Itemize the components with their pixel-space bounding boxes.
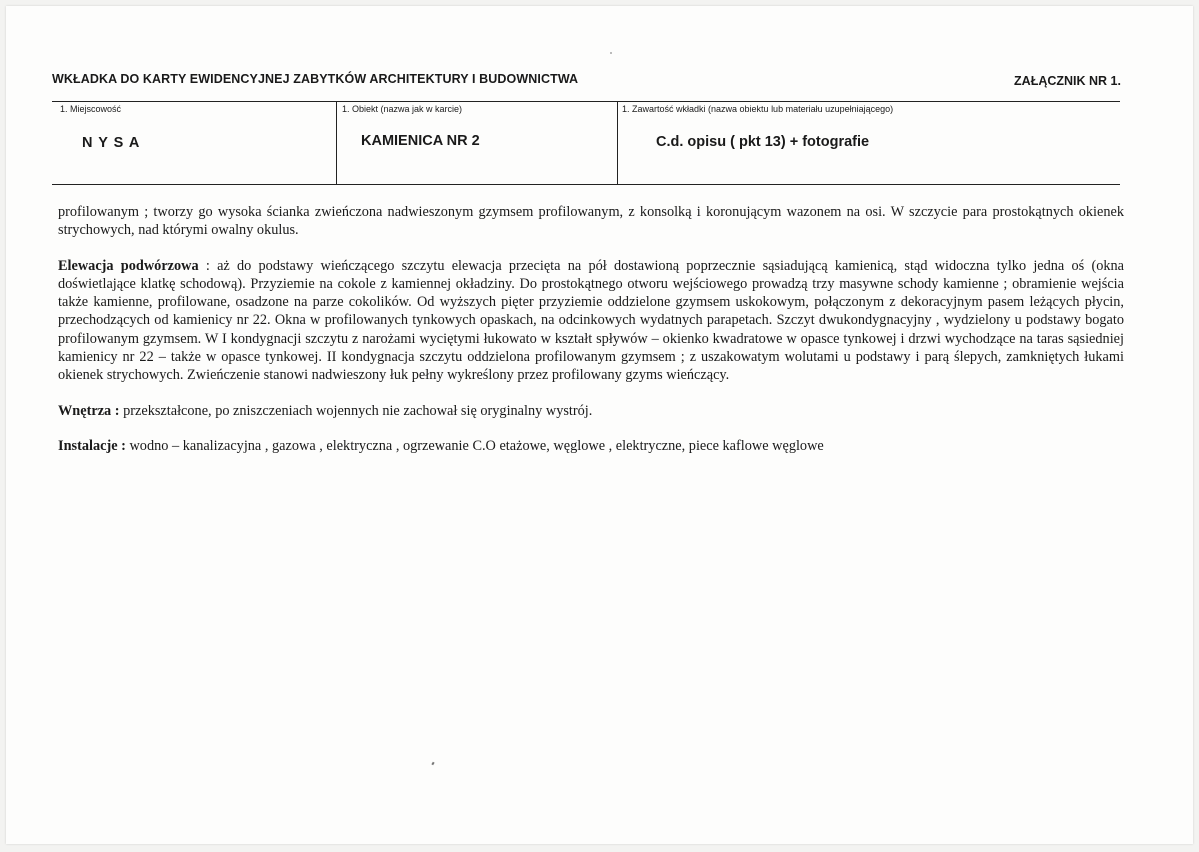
field-value-object: KAMIENICA NR 2	[361, 133, 480, 149]
scan-speck	[610, 52, 612, 54]
annex-number: ZAŁĄCZNIK NR 1.	[1014, 74, 1121, 88]
field-label-object: 1. Obiekt (nazwa jak w karcie)	[342, 104, 463, 114]
document-title: WKŁADKA DO KARTY EWIDENCYJNEJ ZABYTKÓW ARCHITEKTURY I BUDOWNICTWA	[52, 72, 579, 86]
paragraph-courtyard-elevation	[58, 257, 1124, 385]
paragraph-interiors	[58, 402, 1124, 420]
installations-heading: Instalacje :	[58, 437, 126, 454]
interiors-heading: Wnętrza :	[58, 402, 120, 419]
description-body	[58, 203, 1124, 472]
interiors-text: przekształcone, po zniszczeniach wojennych nie zachował się oryginalny wystrój.	[119, 402, 593, 419]
courtyard-elevation-text: : aż do podstawy wieńczącego szczytu elewacja przecięta na pół dostawioną poprzecznie sąsiadującą kamienicą, stąd widoczna tylko jedna oś (okna doświetlające klatkę schodową). Przyziemie na cokole z kamiennej okładziny. Do prostokątnego otworu wejściowego prowadzą trzy masywne schody kamienne ; obramienie wejścia także kamienne, profilowane, osadzone na parze cokolików. Od wyższych pięter przyziemie oddzielone gzymsem uskokowym, połączonym z dekoracyjnym pasem leżących płycin, przechodzących od kamienicy nr 22. Okna w profilowanych tynkowych opaskach, na odcinkowych wydatnych parapetach. Szczyt dwukondygnacyjny , wydzielony u podstawy bogato profilowanym gzymsem. W I kondygnacji szczytu z narożami wyciętymi łukowato w kształt spływów – okienko kwadratowe w opasce tynkowej i drzwi wychodzące na taras sąsiedniej kamienicy nr 22 – także w opasce tynkowej. II kondygnacja szczytu oddzielona profilowanym gzymsem ; z uszakowatym wolutami u podstawy i parą ślepych, zamkniętych łukami okienek strychowych. Zwieńczenie stanowi nadwieszony łuk pełny wykreślony przez profilowany gzyms wieńczący.	[58, 257, 1124, 384]
form-divider-1	[336, 101, 337, 184]
paragraph-facade-continued: profilowanym ; tworzy go wysoka ścianka zwieńczona nadwieszonym gzymsem profilowanym, z konsolką i koronującym wazonem na osi. W szczycie para prostokątnych okienek strychowych, nad którymi owalny okulus.	[58, 204, 1124, 239]
field-value-contents: C.d. opisu ( pkt 13) + fotografie	[656, 134, 870, 150]
field-label-contents: 1. Zawartość wkładki (nazwa obiektu lub materiału uzupełniającego)	[622, 104, 894, 114]
form-bottom-rule	[52, 184, 1120, 185]
form-divider-2	[617, 101, 618, 184]
field-value-locality: N Y S A	[82, 135, 141, 151]
installations-text: wodno – kanalizacyjna , gazowa , elektryczna , ogrzewanie C.O etażowe, węglowe , elektryczne, piece kaflowe węglowe	[125, 437, 824, 454]
field-label-locality: 1. Miejscowość	[60, 104, 122, 114]
form-top-rule	[52, 101, 1120, 102]
courtyard-elevation-heading: Elewacja podwórzowa	[58, 257, 199, 274]
paragraph-installations	[58, 437, 1124, 455]
